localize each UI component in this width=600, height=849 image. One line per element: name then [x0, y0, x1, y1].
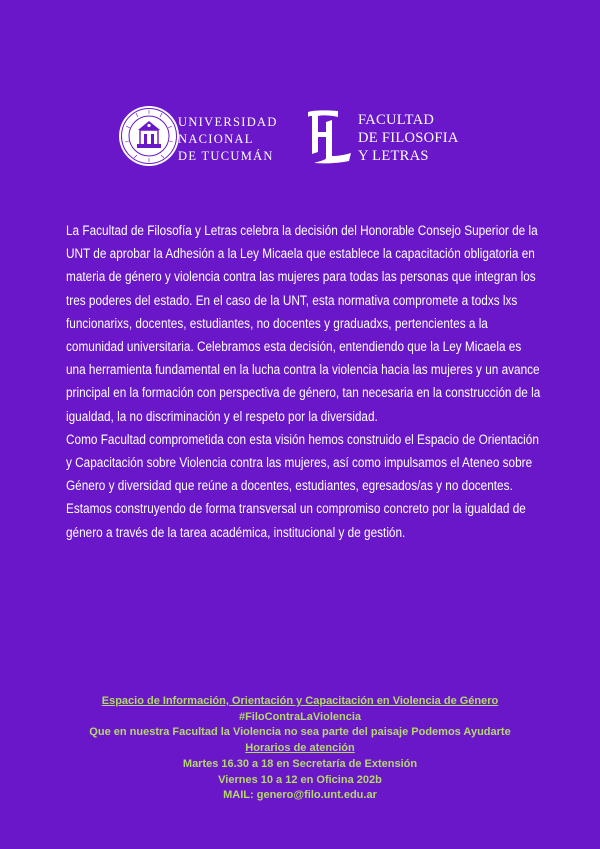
office-hours-heading[interactable]: Horarios de atención — [245, 742, 355, 755]
university-name-line3: DE TUCUMÁN — [178, 149, 274, 163]
university-name — [178, 114, 278, 165]
faculty-name — [358, 111, 459, 165]
contact-info — [0, 694, 600, 804]
statement-paragraph-1: La Facultad de Filosofía y Letras celebra la decisión del Honorable Consejo Superior de la UNT de aprobar la Adhesión a la Ley Micaela que establece la capacitación obligatoria en materia de género y violencia contra las mujeres para todas las personas que integran los tres poderes del estado. En el caso de la UNT, esta normativa compromete a todxs lxs funcionarixs, docentes, estudiantes, no docentes y graduadxs, pertencientes a la comunidad universitaria. Celebramos esta decisión, entendiendo que la Ley Micaela es una herramienta fundamental en la lucha contra la violencia hacia las mujeres y un avance principal en la formación con perspectiva de género, tan necesaria en la construcción de la igualdad, la no discriminación y el respeto por la diversidad. — [66, 223, 541, 424]
unt-seal-logo — [118, 104, 180, 168]
space-name-link[interactable]: Espacio de Información, Orientación y Capacitación en Violencia de Género — [101, 695, 499, 707]
header-logos — [118, 104, 498, 170]
university-name-line1: UNIVERSIDAD — [178, 115, 278, 129]
contact-email[interactable]: MAIL: genero@filo.unt.edu.ar — [223, 789, 377, 802]
statement-text — [66, 219, 541, 544]
faculty-name-line1: FACULTAD — [358, 112, 435, 128]
statement-paragraph-2: Como Facultad comprometida con esta visión hemos construido el Espacio de Orientación y Capacitación sobre Violencia contra las mujeres, así como impulsamos el Ateneo sobre Género y diversidad que reúne a docentes, estudiantes, egresados/as y no docentes. Estamos construyendo de forma transversal un compromiso concreto por la igualdad de género a través de la tarea académica, institucional y de gestión. — [66, 431, 539, 540]
hashtag: #FiloContraLaViolencia — [238, 710, 362, 723]
university-name-line2: NACIONAL — [178, 132, 254, 146]
office-hours-friday: Viernes 10 a 12 en Oficina 202b — [218, 773, 382, 786]
office-hours-tuesday: Martes 16.30 a 18 en Secretaría de Extensión — [182, 757, 418, 770]
faculty-name-line2: DE FILOSOFIA — [358, 130, 459, 146]
faculty-fl-logo — [304, 108, 354, 166]
faculty-name-line3: Y LETRAS — [358, 148, 429, 164]
help-slogan: Que en nuestra Facultad la Violencia no sea parte del paisaje Podemos Ayudarte — [89, 726, 511, 739]
